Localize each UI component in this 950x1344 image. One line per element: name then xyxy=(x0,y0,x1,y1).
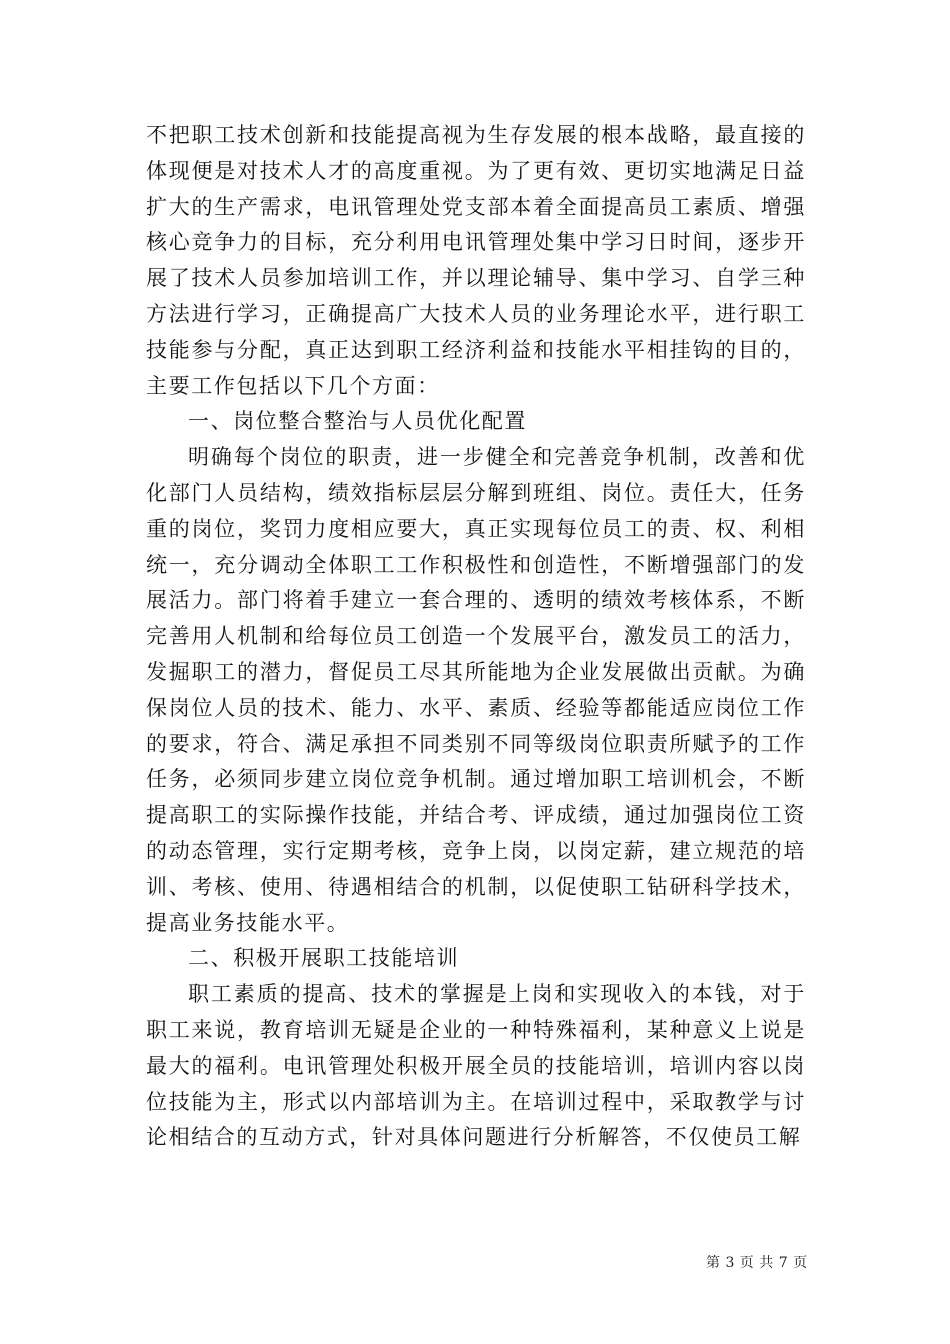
page-number-footer: 第 3 页 共 7 页 xyxy=(706,1255,808,1271)
document-body xyxy=(146,118,806,1156)
paragraph-3: 职工素质的提高、技术的掌握是上岗和实现收入的本钱，对于职工来说，教育培训无疑是企业的一种特殊福利，某种意义上说是最大的福利。电讯管理处积极开展全员的技能培训，培训内容以岗位技能为主，形式以内部培训为主。在培训过程中，采取教学与讨论相结合的互动方式，针对具体问题进行分析解答，不仅使员工解 xyxy=(146,982,806,1150)
paragraph-2: 明确每个岗位的职责，进一步健全和完善竞争机制，改善和优化部门人员结构，绩效指标层层分解到班组、岗位。责任大，任务重的岗位，奖罚力度相应要大，真正实现每位员工的责、权、利相统一，充分调动全体职工工作积极性和创造性，不断增强部门的发展活力。部门将着手建立一套合理的、透明的绩效考核体系，不断完善用人机制和给每位员工创造一个发展平台，激发员工的活力，发掘职工的潜力，督促员工尽其所能地为企业发展做出贡献。为确保岗位人员的技术、能力、水平、素质、经验等都能适应岗位工作的要求，符合、满足承担不同类别不同等级岗位职责所赋予的工作任务，必须同步建立岗位竞争机制。通过增加职工培训机会，不断提高职工的实际操作技能，并结合考、评成绩，通过加强岗位工资的动态管理，实行定期考核，竞争上岗，以岗定薪，建立规范的培训、考核、使用、待遇相结合的机制，以促使职工钻研科学技术，提高业务技能水平。 xyxy=(146,445,806,935)
paragraph-1: 不把职工技术创新和技能提高视为生存发展的根本战略，最直接的体现便是对技术人才的高度重视。为了更有效、更切实地满足日益扩大的生产需求，电讯管理处党支部本着全面提高员工素质、增强核心竞争力的目标，充分利用电讯管理处集中学习日时间，逐步开展了技术人员参加培训工作，并以理论辅导、集中学习、自学三种方法进行学习，正确提高广大技术人员的业务理论水平，进行职工技能参与分配，真正达到职工经济利益和技能水平相挂钩的目的，主要工作包括以下几个方面： xyxy=(146,123,806,398)
section-heading-2: 二、积极开展职工技能培训 xyxy=(188,946,460,971)
section-heading-1: 一、岗位整合整治与人员优化配置 xyxy=(188,409,527,434)
